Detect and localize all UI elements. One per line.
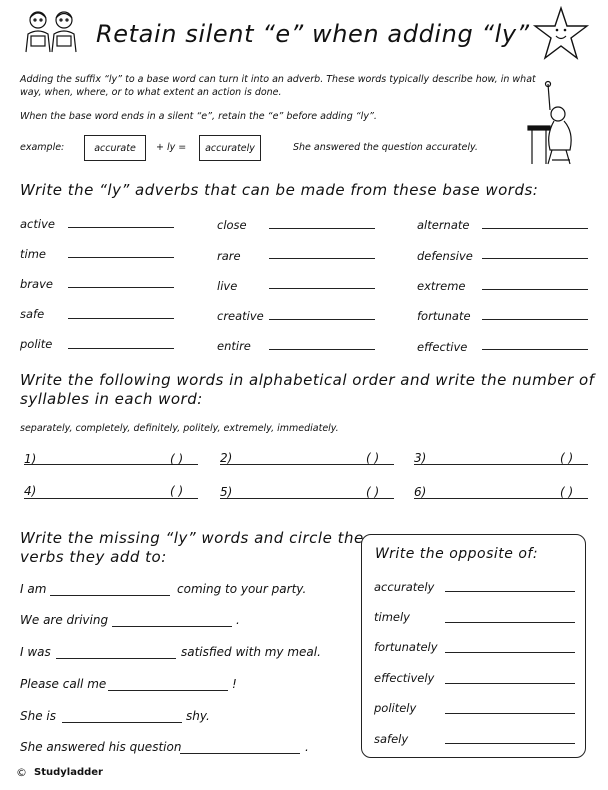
section3-heading-line-1: Write the missing “ly” words and circle the xyxy=(20,529,364,547)
word-list: separately, completely, definitely, politely, extremely, immediately. xyxy=(20,423,339,434)
opposites-heading: Write the opposite of: xyxy=(375,546,539,562)
opposite-word: fortunately xyxy=(374,640,438,654)
base-word: creative xyxy=(217,309,264,323)
answer-line[interactable] xyxy=(269,228,375,229)
syllable-brackets[interactable]: ( ) xyxy=(366,485,380,499)
base-word: extreme xyxy=(417,279,466,293)
syllable-brackets[interactable]: ( ) xyxy=(366,451,380,465)
answer-line[interactable] xyxy=(108,690,228,691)
base-word: effective xyxy=(417,340,468,354)
example-base-word: accurate xyxy=(84,135,146,161)
base-word: time xyxy=(20,247,46,261)
base-word: brave xyxy=(20,277,53,291)
base-word: active xyxy=(20,217,55,231)
opposite-word: politely xyxy=(374,701,417,715)
answer-line[interactable] xyxy=(68,348,174,349)
opposite-word: accurately xyxy=(374,580,435,594)
answer-line[interactable] xyxy=(68,257,174,258)
intro-paragraph-2: When the base word ends in a silent “e”, retain the “e” before adding “ly”. xyxy=(20,111,377,122)
opposite-word: effectively xyxy=(374,671,435,685)
answer-line[interactable] xyxy=(68,318,174,319)
sentence-start: I am xyxy=(20,582,47,596)
opposite-word: timely xyxy=(374,610,410,624)
example-operator: + ly = xyxy=(156,142,187,153)
answer-line[interactable] xyxy=(269,319,375,320)
sentence-start: Please call me xyxy=(20,677,107,691)
sentence-end: . xyxy=(305,740,309,754)
sentence-end: satisfied with my meal. xyxy=(181,645,321,659)
answer-line[interactable] xyxy=(180,753,300,754)
sentence-end: ! xyxy=(232,677,237,691)
section1-heading: Write the “ly” adverbs that can be made from these base words: xyxy=(20,181,539,199)
example-result-word: accurately xyxy=(199,135,261,161)
answer-line[interactable] xyxy=(482,228,588,229)
example-label: example: xyxy=(20,142,65,153)
sentence-start: I was xyxy=(20,645,51,659)
sentence-end: . xyxy=(236,613,240,627)
answer-line[interactable] xyxy=(445,743,575,744)
answer-line[interactable] xyxy=(445,713,575,714)
section3-heading-line-2: verbs they add to: xyxy=(20,548,167,566)
student-raising-hand-icon xyxy=(526,80,584,166)
answer-line[interactable] xyxy=(50,595,170,596)
answer-line[interactable] xyxy=(482,319,588,320)
answer-line[interactable] xyxy=(482,289,588,290)
base-word: safe xyxy=(20,307,45,321)
answer-line[interactable] xyxy=(269,288,375,289)
base-word: live xyxy=(217,279,238,293)
sentence-end: shy. xyxy=(186,709,210,723)
item-number: 5) xyxy=(220,485,233,499)
syllable-brackets[interactable]: ( ) xyxy=(170,452,184,466)
item-number: 6) xyxy=(414,485,427,499)
answer-line[interactable] xyxy=(269,258,375,259)
base-word: polite xyxy=(20,337,53,351)
answer-line[interactable] xyxy=(68,287,174,288)
sentence-start: She answered his question xyxy=(20,740,182,754)
item-number: 4) xyxy=(24,484,37,498)
page-title: Retain silent “e” when adding “ly” xyxy=(96,20,530,48)
answer-line[interactable] xyxy=(445,591,575,592)
base-word: alternate xyxy=(417,218,470,232)
copyright-icon: © xyxy=(16,766,27,779)
sentence-start: She is xyxy=(20,709,57,723)
answer-line[interactable] xyxy=(56,658,176,659)
item-number: 3) xyxy=(414,451,427,465)
answer-line[interactable] xyxy=(112,626,232,627)
base-word: entire xyxy=(217,339,251,353)
answer-line[interactable] xyxy=(445,652,575,653)
example-sentence: She answered the question accurately. xyxy=(293,142,478,153)
opposite-word: safely xyxy=(374,732,409,746)
answer-line[interactable] xyxy=(445,683,575,684)
section2-heading-line-2: syllables in each word: xyxy=(20,390,203,408)
answer-line[interactable] xyxy=(62,722,182,723)
sentence-start: We are driving xyxy=(20,613,109,627)
section2-heading-line-1: Write the following words in alphabetical order and write the number of xyxy=(20,371,595,389)
base-word: close xyxy=(217,218,247,232)
footer-brand: Studyladder xyxy=(34,767,103,778)
answer-line[interactable] xyxy=(482,258,588,259)
syllable-brackets[interactable]: ( ) xyxy=(560,451,574,465)
base-word: defensive xyxy=(417,249,473,263)
sentence-end: coming to your party. xyxy=(177,582,307,596)
answer-line[interactable] xyxy=(445,622,575,623)
answer-line[interactable] xyxy=(24,498,198,499)
syllable-brackets[interactable]: ( ) xyxy=(560,485,574,499)
star-face-icon xyxy=(532,6,590,62)
base-word: rare xyxy=(217,249,241,263)
item-number: 2) xyxy=(220,451,233,465)
kids-reading-icon xyxy=(22,8,80,54)
answer-line[interactable] xyxy=(482,349,588,350)
answer-line[interactable] xyxy=(68,227,174,228)
intro-paragraph-1: Adding the suffix “ly” to a base word can turn it into an adverb. These words typically describe how, in what way, when, where, or to what extent an action is done. xyxy=(20,74,536,98)
syllable-brackets[interactable]: ( ) xyxy=(170,484,184,498)
item-number: 1) xyxy=(24,452,37,466)
answer-line[interactable] xyxy=(269,349,375,350)
base-word: fortunate xyxy=(417,309,471,323)
